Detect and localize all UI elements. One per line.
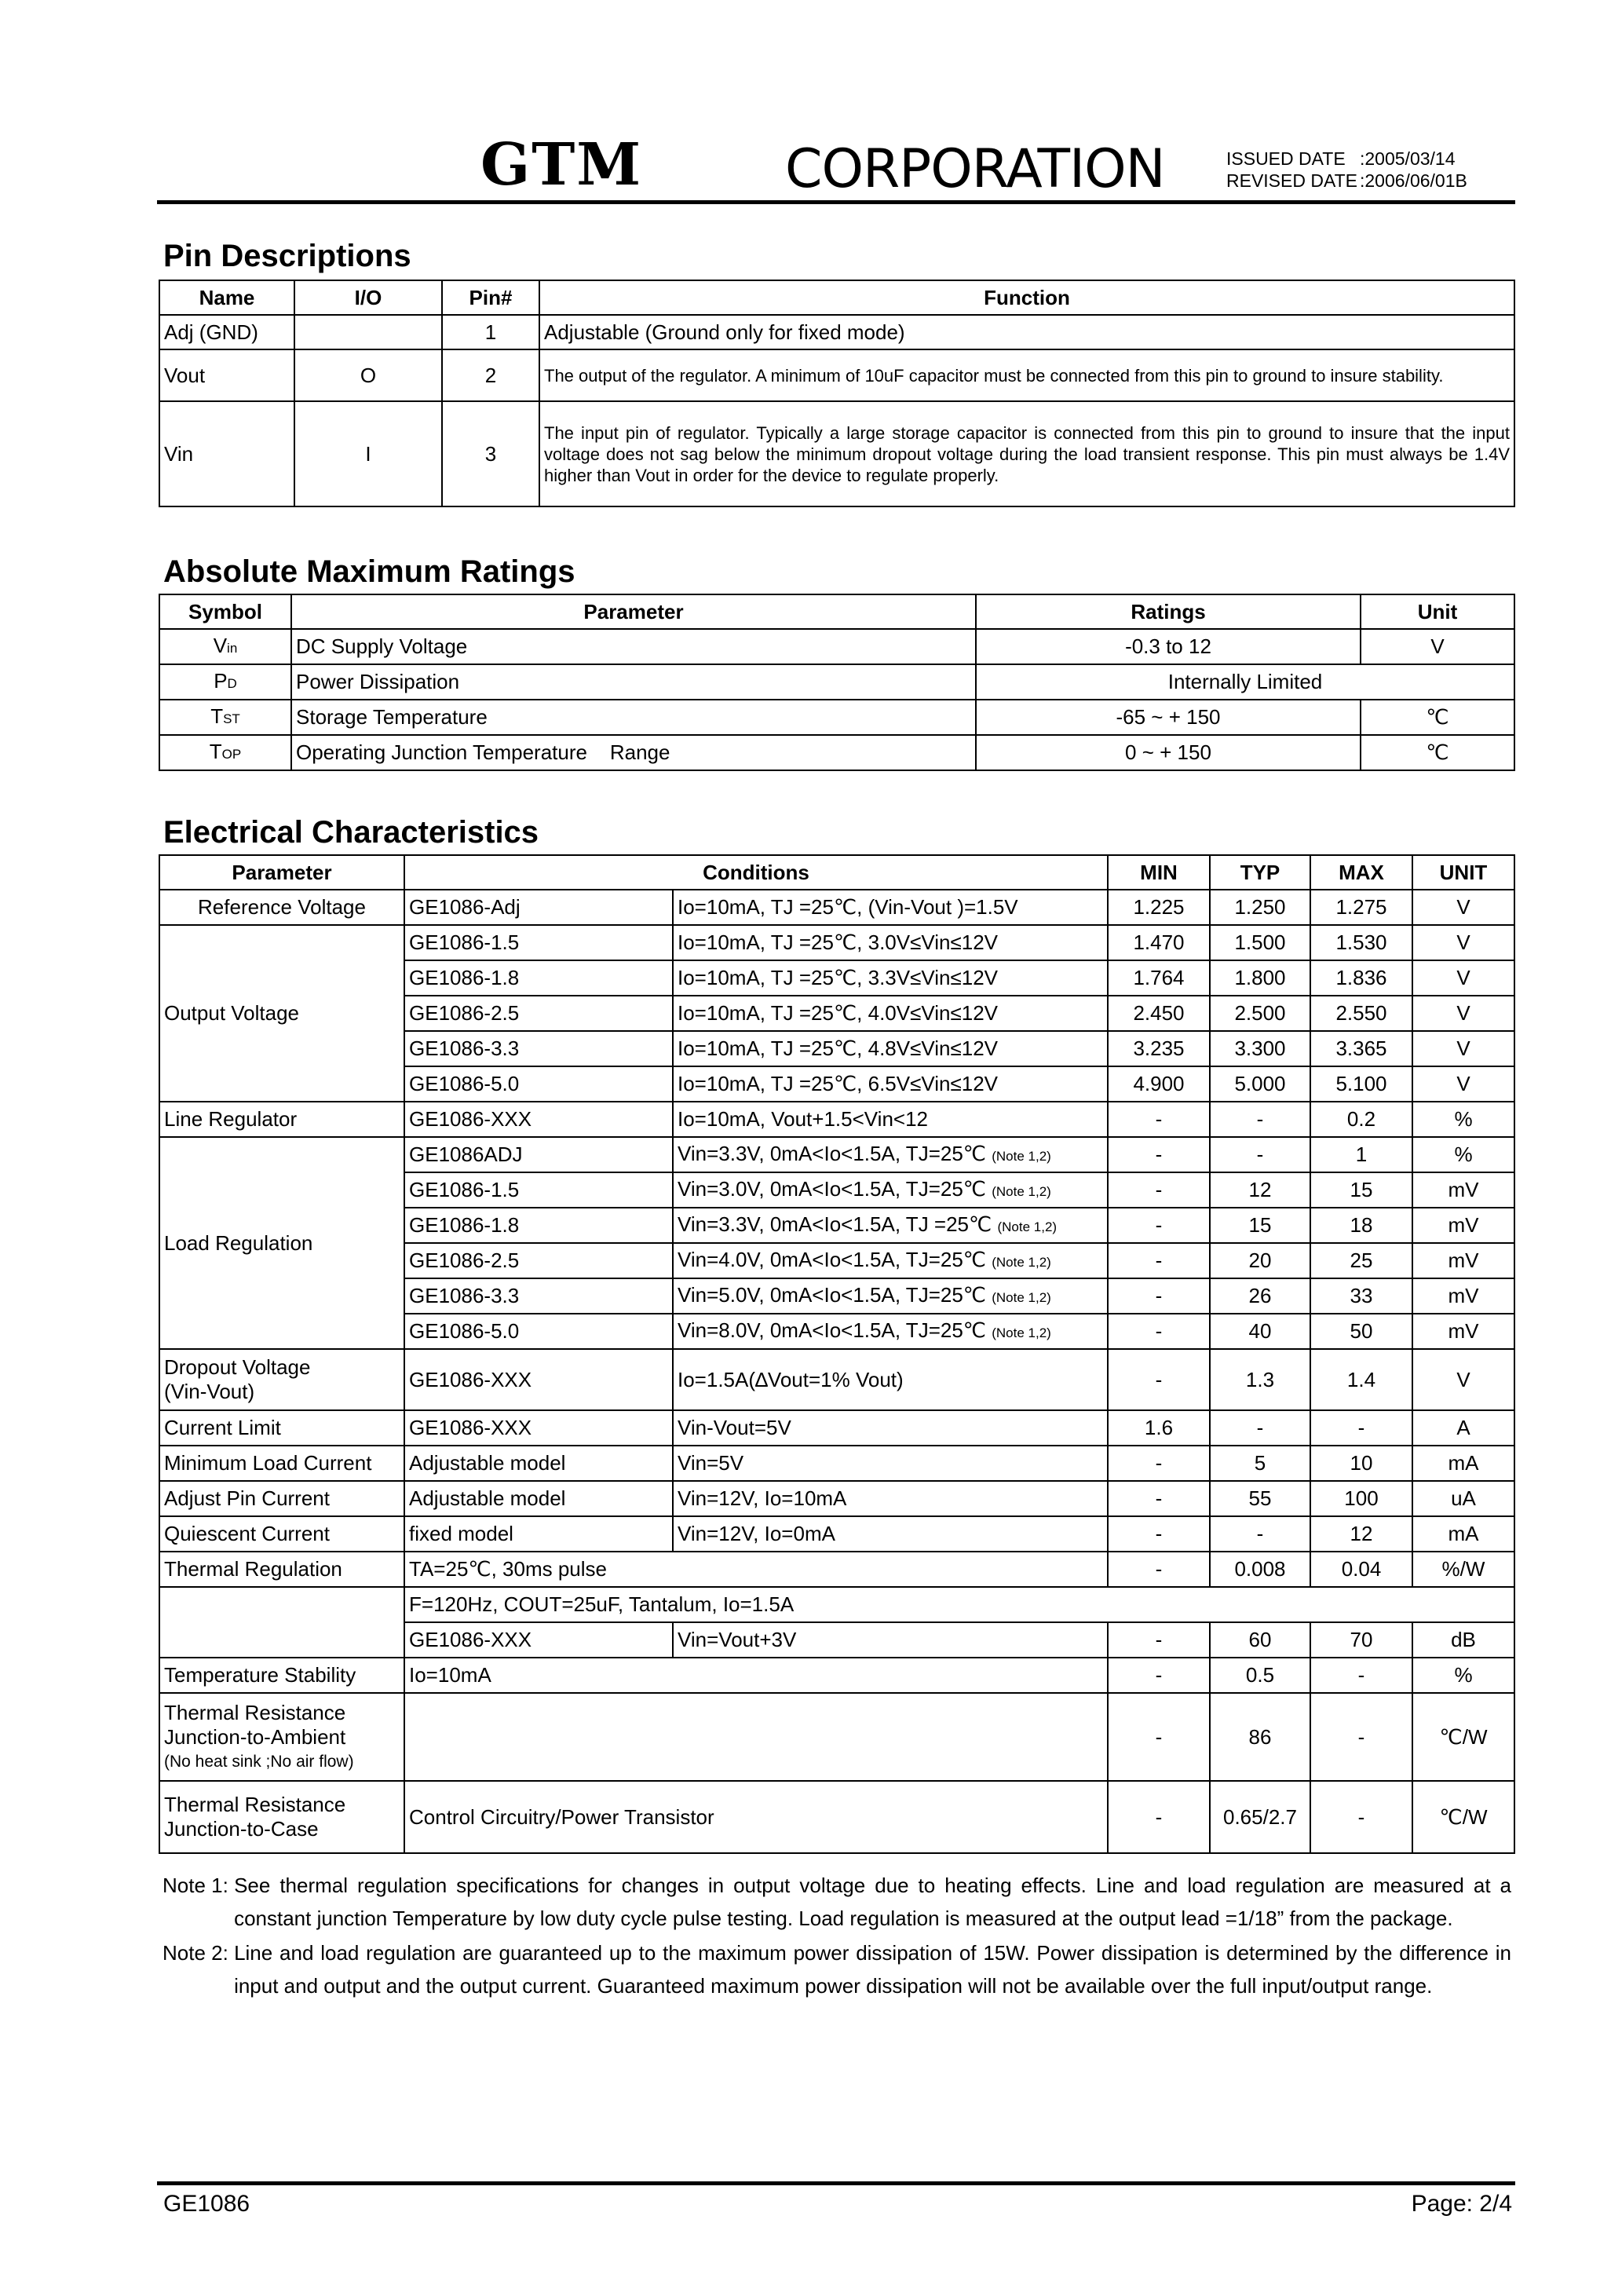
max-cell: 50 xyxy=(1310,1314,1412,1349)
min-cell: - xyxy=(1108,1137,1210,1172)
typ-cell: 40 xyxy=(1210,1314,1310,1349)
device-cell: GE1086-3.3 xyxy=(404,1031,673,1066)
param-cell: Temperature Stability xyxy=(159,1658,404,1693)
unit-cell: V xyxy=(1412,1066,1514,1102)
pin-function: The input pin of regulator. Typically a large storage capacitor is connected from this pin to ground to insure that the input voltage does not sag below the minimum dropout voltage during the load transient response. This pin must always be 1.4V higher than Vout in order for the device to regulate properly. xyxy=(539,401,1514,506)
parameter-cell: Storage Temperature xyxy=(291,700,976,735)
max-cell: 2.550 xyxy=(1310,996,1412,1031)
typ-cell: - xyxy=(1210,1102,1310,1137)
table-header-row xyxy=(159,855,1514,890)
min-cell: 4.900 xyxy=(1108,1066,1210,1102)
col-header: UNIT xyxy=(1412,855,1514,890)
typ-cell: 12 xyxy=(1210,1172,1310,1208)
note-ref: (Note 1,2) xyxy=(992,1289,1051,1305)
unit-cell: V xyxy=(1412,890,1514,925)
typ-cell: 26 xyxy=(1210,1278,1310,1314)
condition-cell: Vin=12V, Io=10mA xyxy=(673,1481,1108,1516)
note-ref: (Note 1,2) xyxy=(992,1183,1051,1199)
device-cell: GE1086-XXX xyxy=(404,1349,673,1410)
table-row xyxy=(159,315,1514,349)
rating-cell: -65 ~ + 150 xyxy=(976,700,1361,735)
typ-cell: - xyxy=(1210,1516,1310,1552)
col-header: Ratings xyxy=(976,594,1361,629)
typ-cell: 0.5 xyxy=(1210,1658,1310,1693)
table-row xyxy=(159,1481,1514,1516)
parameter-cell: Operating Junction Temperature Range xyxy=(291,735,976,770)
amr-table xyxy=(159,594,1515,771)
corporation-label: CORPORATION xyxy=(785,138,1165,200)
issued-value: :2005/03/14 xyxy=(1360,148,1456,169)
table-row xyxy=(159,1587,1514,1622)
device-cell: Adjustable model xyxy=(404,1446,673,1481)
parameter-cell: DC Supply Voltage xyxy=(291,629,976,664)
pin-name: Vin xyxy=(159,401,294,506)
param-cell: Load Regulation xyxy=(159,1137,404,1349)
table-row xyxy=(159,1446,1514,1481)
condition-cell: Vin=4.0V, 0mA<Io<1.5A, TJ=25℃ (Note 1,2) xyxy=(673,1243,1108,1278)
note-text: Line and load regulation are guaranteed up to the maximum power dissipation of 15W. Power dissipation is determined by the difference in input and output and the output current. Guaranteed maximum power dissipation will not be available over the full input/output range. xyxy=(234,1941,1511,1998)
condition-cell: Io=1.5A(∆Vout=1% Vout) xyxy=(673,1349,1108,1410)
condition-cell: Io=10mA, TJ =25℃, 3.3V≤Vin≤12V xyxy=(673,960,1108,996)
note-ref: (Note 1,2) xyxy=(992,1148,1051,1164)
device-cell: GE1086-XXX xyxy=(404,1102,673,1137)
param-cell: Current Limit xyxy=(159,1410,404,1446)
max-cell: 3.365 xyxy=(1310,1031,1412,1066)
condition-cell: Io=10mA, TJ =25℃, 4.8V≤Vin≤12V xyxy=(673,1031,1108,1066)
unit-cell: % xyxy=(1412,1102,1514,1137)
param-cell: Minimum Load Current xyxy=(159,1446,404,1481)
company-logo: GTM xyxy=(480,131,643,199)
unit-cell: % xyxy=(1412,1137,1514,1172)
typ-cell: 1.3 xyxy=(1210,1349,1310,1410)
table-row xyxy=(159,664,1514,700)
max-cell: 5.100 xyxy=(1310,1066,1412,1102)
unit-cell: V xyxy=(1412,1349,1514,1410)
condition-cell: Io=10mA, TJ =25℃, (Vin-Vout )=1.5V xyxy=(673,890,1108,925)
table-row xyxy=(159,890,1514,925)
rating-cell: 0 ~ + 150 xyxy=(976,735,1361,770)
min-cell: 1.470 xyxy=(1108,925,1210,960)
table-row xyxy=(159,1137,1514,1172)
max-cell: 10 xyxy=(1310,1446,1412,1481)
symbol-cell: PD xyxy=(159,664,291,700)
unit-cell: V xyxy=(1412,1031,1514,1066)
col-header: I/O xyxy=(294,280,442,315)
param-cell xyxy=(159,1587,404,1658)
typ-cell: 5.000 xyxy=(1210,1066,1310,1102)
unit-cell: % xyxy=(1412,1658,1514,1693)
max-cell: - xyxy=(1310,1410,1412,1446)
typ-cell: 5 xyxy=(1210,1446,1310,1481)
pin-function: Adjustable (Ground only for fixed mode) xyxy=(539,315,1514,349)
unit-cell: mA xyxy=(1412,1446,1514,1481)
max-cell: 25 xyxy=(1310,1243,1412,1278)
pin-io: I xyxy=(294,401,442,506)
condition-cell: Io=10mA, TJ =25℃, 3.0V≤Vin≤12V xyxy=(673,925,1108,960)
pin-table xyxy=(159,280,1515,507)
typ-cell: 86 xyxy=(1210,1693,1310,1781)
table-row xyxy=(159,1516,1514,1552)
max-cell: 18 xyxy=(1310,1208,1412,1243)
min-cell: - xyxy=(1108,1693,1210,1781)
min-cell: 2.450 xyxy=(1108,996,1210,1031)
table-row xyxy=(159,1349,1514,1410)
pin-function: The output of the regulator. A minimum of 10uF capacitor must be connected from this pin to ground to insure stability. xyxy=(539,349,1514,401)
col-header: Conditions xyxy=(404,855,1108,890)
device-cell: GE1086-2.5 xyxy=(404,1243,673,1278)
min-cell: - xyxy=(1108,1516,1210,1552)
unit-cell: dB xyxy=(1412,1622,1514,1658)
device-cell: GE1086-3.3 xyxy=(404,1278,673,1314)
typ-cell: 1.800 xyxy=(1210,960,1310,996)
condition-cell: Io=10mA, TJ =25℃, 4.0V≤Vin≤12V xyxy=(673,996,1108,1031)
typ-cell: 3.300 xyxy=(1210,1031,1310,1066)
typ-cell: 0.008 xyxy=(1210,1552,1310,1587)
parameter-cell: Power Dissipation xyxy=(291,664,976,700)
condition-cell: Vin=Vout+3V xyxy=(673,1622,1108,1658)
min-cell: - xyxy=(1108,1208,1210,1243)
revised-label: REVISED DATE xyxy=(1226,170,1357,191)
param-cell: Thermal Resistance Junction-to-Case xyxy=(159,1781,404,1853)
max-cell: - xyxy=(1310,1781,1412,1853)
param-cell: Thermal Resistance Junction-to-Ambient (No heat sink ;No air flow) xyxy=(159,1693,404,1781)
min-cell: - xyxy=(1108,1172,1210,1208)
min-cell: 1.6 xyxy=(1108,1410,1210,1446)
typ-cell: 1.500 xyxy=(1210,925,1310,960)
issue-dates xyxy=(1226,148,1467,192)
unit-cell: mV xyxy=(1412,1278,1514,1314)
unit-cell: mV xyxy=(1412,1172,1514,1208)
max-cell: 15 xyxy=(1310,1172,1412,1208)
typ-cell: 15 xyxy=(1210,1208,1310,1243)
device-cell: GE1086ADJ xyxy=(404,1137,673,1172)
condition-cell: Vin=12V, Io=0mA xyxy=(673,1516,1108,1552)
unit-cell: ℃/W xyxy=(1412,1781,1514,1853)
typ-cell: 2.500 xyxy=(1210,996,1310,1031)
param-cell: Adjust Pin Current xyxy=(159,1481,404,1516)
col-header: MIN xyxy=(1108,855,1210,890)
param-cell: Quiescent Current xyxy=(159,1516,404,1552)
pin-io: O xyxy=(294,349,442,401)
device-cell: GE1086-1.5 xyxy=(404,925,673,960)
table-row xyxy=(159,735,1514,770)
col-header: Function xyxy=(539,280,1514,315)
condition-cell: Vin=8.0V, 0mA<Io<1.5A, TJ=25℃ (Note 1,2) xyxy=(673,1314,1108,1349)
min-cell: 1.225 xyxy=(1108,890,1210,925)
min-cell: - xyxy=(1108,1278,1210,1314)
unit-cell: V xyxy=(1412,996,1514,1031)
pin-name: Adj (GND) xyxy=(159,315,294,349)
condition-cell: TA=25℃, 30ms pulse xyxy=(404,1552,1108,1587)
max-cell: - xyxy=(1310,1658,1412,1693)
max-cell: 12 xyxy=(1310,1516,1412,1552)
unit-cell: mA xyxy=(1412,1516,1514,1552)
table-row xyxy=(159,700,1514,735)
pin-number: 2 xyxy=(442,349,539,401)
max-cell: 1 xyxy=(1310,1137,1412,1172)
min-cell: - xyxy=(1108,1349,1210,1410)
table-row xyxy=(159,1693,1514,1781)
device-cell: GE1086-2.5 xyxy=(404,996,673,1031)
col-header: Pin# xyxy=(442,280,539,315)
notes-section xyxy=(163,1869,1511,2002)
device-cell: GE1086-5.0 xyxy=(404,1314,673,1349)
device-cell: fixed model xyxy=(404,1516,673,1552)
col-header: Parameter xyxy=(159,855,404,890)
unit-cell: mV xyxy=(1412,1208,1514,1243)
min-cell: - xyxy=(1108,1102,1210,1137)
rating-cell: Internally Limited xyxy=(976,664,1514,700)
typ-cell: - xyxy=(1210,1137,1310,1172)
unit-cell: ℃ xyxy=(1361,735,1514,770)
device-cell: Adjustable model xyxy=(404,1481,673,1516)
param-cell: Dropout Voltage (Vin-Vout) xyxy=(159,1349,404,1410)
ec-section-title: Electrical Characteristics xyxy=(163,815,539,850)
col-header: Name xyxy=(159,280,294,315)
unit-cell: A xyxy=(1412,1410,1514,1446)
typ-cell: - xyxy=(1210,1410,1310,1446)
max-cell: 100 xyxy=(1310,1481,1412,1516)
param-cell: Output Voltage xyxy=(159,925,404,1102)
unit-cell: uA xyxy=(1412,1481,1514,1516)
table-row xyxy=(159,1658,1514,1693)
note-label: Note 1: xyxy=(163,1874,235,1897)
min-cell: - xyxy=(1108,1481,1210,1516)
footer-page-number: Page: 2/4 xyxy=(1411,2191,1512,2217)
typ-cell: 0.65/2.7 xyxy=(1210,1781,1310,1853)
table-row xyxy=(159,1410,1514,1446)
device-cell: GE1086-5.0 xyxy=(404,1066,673,1102)
device-cell: GE1086-XXX xyxy=(404,1622,673,1658)
table-row xyxy=(159,1781,1514,1853)
min-cell: - xyxy=(1108,1552,1210,1587)
typ-cell: 60 xyxy=(1210,1622,1310,1658)
col-header: Symbol xyxy=(159,594,291,629)
note-ref: (Note 1,2) xyxy=(992,1325,1051,1340)
condition-cell xyxy=(404,1693,1108,1781)
unit-cell: %/W xyxy=(1412,1552,1514,1587)
max-cell: 0.2 xyxy=(1310,1102,1412,1137)
table-row xyxy=(159,349,1514,401)
note-label: Note 2: xyxy=(163,1941,235,1965)
min-cell: - xyxy=(1108,1243,1210,1278)
pin-number: 1 xyxy=(442,315,539,349)
typ-cell: 1.250 xyxy=(1210,890,1310,925)
typ-cell: 20 xyxy=(1210,1243,1310,1278)
unit-cell: mV xyxy=(1412,1314,1514,1349)
unit-cell: ℃/W xyxy=(1412,1693,1514,1781)
ec-table xyxy=(159,854,1515,1854)
max-cell: 33 xyxy=(1310,1278,1412,1314)
unit-cell: V xyxy=(1412,960,1514,996)
note-item xyxy=(163,1869,1511,1935)
param-cell: Thermal Regulation xyxy=(159,1552,404,1587)
note-text: See thermal regulation specifications for changes in output voltage due to heating effects. Line and load regulation are measured at a constant junction Temperature by low duty cycle pulse testing. Load regulation is measured at the output lead =1/18” from the package. xyxy=(234,1874,1511,1930)
device-cell: GE1086-1.8 xyxy=(404,960,673,996)
symbol-cell: TOP xyxy=(159,735,291,770)
max-cell: 0.04 xyxy=(1310,1552,1412,1587)
unit-cell: mV xyxy=(1412,1243,1514,1278)
footer-rule xyxy=(157,2181,1515,2185)
col-header: Unit xyxy=(1361,594,1514,629)
condition-cell: Vin=5V xyxy=(673,1446,1108,1481)
condition-cell: Control Circuitry/Power Transistor xyxy=(404,1781,1108,1853)
symbol-cell: Vin xyxy=(159,629,291,664)
min-cell: - xyxy=(1108,1622,1210,1658)
rating-cell: -0.3 to 12 xyxy=(976,629,1361,664)
condition-cell: Vin=3.3V, 0mA<Io<1.5A, TJ=25℃ (Note 1,2) xyxy=(673,1137,1108,1172)
col-header: TYP xyxy=(1210,855,1310,890)
issued-label: ISSUED DATE xyxy=(1226,148,1346,169)
symbol-cell: TST xyxy=(159,700,291,735)
note-ref: (Note 1,2) xyxy=(992,1254,1051,1270)
typ-cell: 55 xyxy=(1210,1481,1310,1516)
note-item xyxy=(163,1936,1511,2002)
condition-cell: Vin-Vout=5V xyxy=(673,1410,1108,1446)
max-cell: 1.275 xyxy=(1310,890,1412,925)
table-row xyxy=(159,925,1514,960)
table-row xyxy=(159,1552,1514,1587)
param-cell: Line Regulator xyxy=(159,1102,404,1137)
device-cell: GE1086-1.5 xyxy=(404,1172,673,1208)
footer-part-number: GE1086 xyxy=(163,2191,250,2217)
condition-cell: Vin=3.3V, 0mA<Io<1.5A, TJ =25℃ (Note 1,2) xyxy=(673,1208,1108,1243)
condition-cell: Io=10mA, TJ =25℃, 6.5V≤Vin≤12V xyxy=(673,1066,1108,1102)
pin-io xyxy=(294,315,442,349)
header-rule xyxy=(157,200,1515,204)
table-header-row xyxy=(159,280,1514,315)
min-cell: - xyxy=(1108,1446,1210,1481)
max-cell: 1.530 xyxy=(1310,925,1412,960)
pin-name: Vout xyxy=(159,349,294,401)
max-cell: - xyxy=(1310,1693,1412,1781)
min-cell: 3.235 xyxy=(1108,1031,1210,1066)
table-row xyxy=(159,1102,1514,1137)
condition-cell: Io=10mA xyxy=(404,1658,1108,1693)
condition-cell: Vin=5.0V, 0mA<Io<1.5A, TJ=25℃ (Note 1,2) xyxy=(673,1278,1108,1314)
min-cell: - xyxy=(1108,1781,1210,1853)
min-cell: 1.764 xyxy=(1108,960,1210,996)
col-header: Parameter xyxy=(291,594,976,629)
page-header xyxy=(157,126,1515,204)
device-cell: GE1086-Adj xyxy=(404,890,673,925)
unit-cell: V xyxy=(1412,925,1514,960)
condition-cell: Vin=3.0V, 0mA<Io<1.5A, TJ=25℃ (Note 1,2) xyxy=(673,1172,1108,1208)
revised-value: :2006/06/01B xyxy=(1360,170,1467,191)
note-ref: (Note 1,2) xyxy=(997,1219,1058,1234)
max-cell: 70 xyxy=(1310,1622,1412,1658)
device-cell: GE1086-1.8 xyxy=(404,1208,673,1243)
min-cell: - xyxy=(1108,1314,1210,1349)
condition-cell: Io=10mA, Vout+1.5<Vin<12 xyxy=(673,1102,1108,1137)
max-cell: 1.4 xyxy=(1310,1349,1412,1410)
pin-section-title: Pin Descriptions xyxy=(163,239,411,273)
table-row xyxy=(159,401,1514,506)
pin-number: 3 xyxy=(442,401,539,506)
amr-section-title: Absolute Maximum Ratings xyxy=(163,554,575,589)
col-header: MAX xyxy=(1310,855,1412,890)
table-header-row xyxy=(159,594,1514,629)
param-cell: Reference Voltage xyxy=(159,890,404,925)
unit-cell: V xyxy=(1361,629,1514,664)
unit-cell: ℃ xyxy=(1361,700,1514,735)
condition-cell: F=120Hz, COUT=25uF, Tantalum, Io=1.5A xyxy=(404,1587,1514,1622)
table-row xyxy=(159,629,1514,664)
min-cell: - xyxy=(1108,1658,1210,1693)
max-cell: 1.836 xyxy=(1310,960,1412,996)
device-cell: GE1086-XXX xyxy=(404,1410,673,1446)
